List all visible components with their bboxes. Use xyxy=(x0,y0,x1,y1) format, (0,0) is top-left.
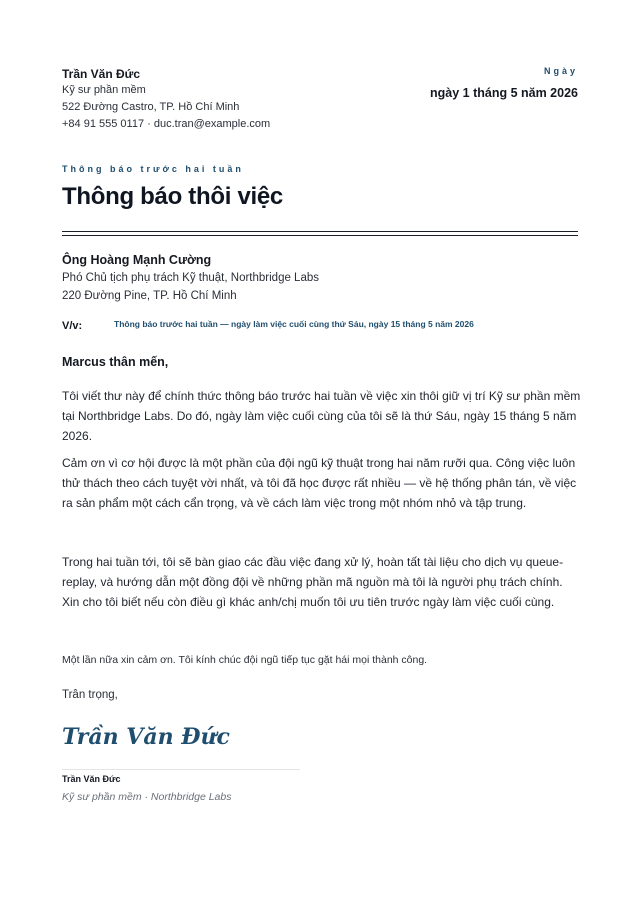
title-divider-thick xyxy=(62,231,578,232)
date-value: ngày 1 tháng 5 năm 2026 xyxy=(430,86,578,100)
sender-title: Kỹ sư phần mềm xyxy=(62,84,146,96)
body-paragraph-2: Cảm ơn vì cơ hội được là một phần của đội ngũ kỹ thuật trong hai năm rưỡi qua. Công việc luôn thử thách theo cách tuyệt vời nhất, và tôi đã học được rất nhiều — về hệ thống phân tán, về việc ra sản phẩm một cách cẩn trọng, và về cách làm việc trong một nhóm nhỏ và tập trung. xyxy=(62,456,577,510)
recipient-title: Phó Chủ tịch phụ trách Kỹ thuật, Northbridge Labs xyxy=(62,272,319,284)
handwritten-signature: Trần Văn Đức xyxy=(62,724,230,750)
signature-name: Trần Văn Đức xyxy=(62,774,121,784)
page-title: Thông báo thôi việc xyxy=(62,183,283,210)
thanks-line: Một lần nữa xin cảm ơn. Tôi kính chúc đội ngũ tiếp tục gặt hái mọi thành công. xyxy=(62,654,428,666)
sender-address: 522 Đường Castro, TP. Hồ Chí Minh xyxy=(62,101,240,113)
body-paragraph-1: Tôi viết thư này để chính thức thông báo trước hai tuần về việc xin thôi giữ vị trí Kỹ sư phần mềm tại Northbridge Labs. Do đó, ngày làm việc cuối cùng của tôi sẽ là thứ Sáu, ngày 15 tháng 5 năm 2026. xyxy=(62,389,581,443)
sender-name: Trần Văn Đức xyxy=(62,67,141,81)
body-paragraph-3: Trong hai tuần tới, tôi sẽ bàn giao các đầu việc đang xử lý, hoàn tất tài liệu cho dịch vụ queue-replay, và hướng dẫn một đồng đội về những phần mã nguồn mà tôi là người phụ trách chính. Xin cho tôi biết nếu còn điều gì khác anh/chị muốn tôi ưu tiên trước ngày làm việc cuối cùng. xyxy=(62,555,564,609)
sender-contact: +84 91 555 0117 · duc.tran@example.com xyxy=(62,118,271,130)
salutation: Marcus thân mến, xyxy=(62,355,169,369)
signature-divider xyxy=(62,769,300,770)
recipient-name: Ông Hoàng Mạnh Cường xyxy=(62,253,212,267)
recipient-address: 220 Đường Pine, TP. Hồ Chí Minh xyxy=(62,290,237,302)
title-divider-thin xyxy=(62,235,578,236)
subject-text: Thông báo trước hai tuần — ngày làm việc cuối cùng thứ Sáu, ngày 15 tháng 5 năm 2026 xyxy=(114,319,474,329)
subject-label: V/v: xyxy=(62,320,83,332)
signature-title: Kỹ sư phần mềm · Northbridge Labs xyxy=(62,791,232,803)
notice-eyebrow: Thông báo trước hai tuần xyxy=(62,164,244,174)
closing: Trân trọng, xyxy=(62,689,118,701)
date-label: Ngày xyxy=(543,66,578,76)
